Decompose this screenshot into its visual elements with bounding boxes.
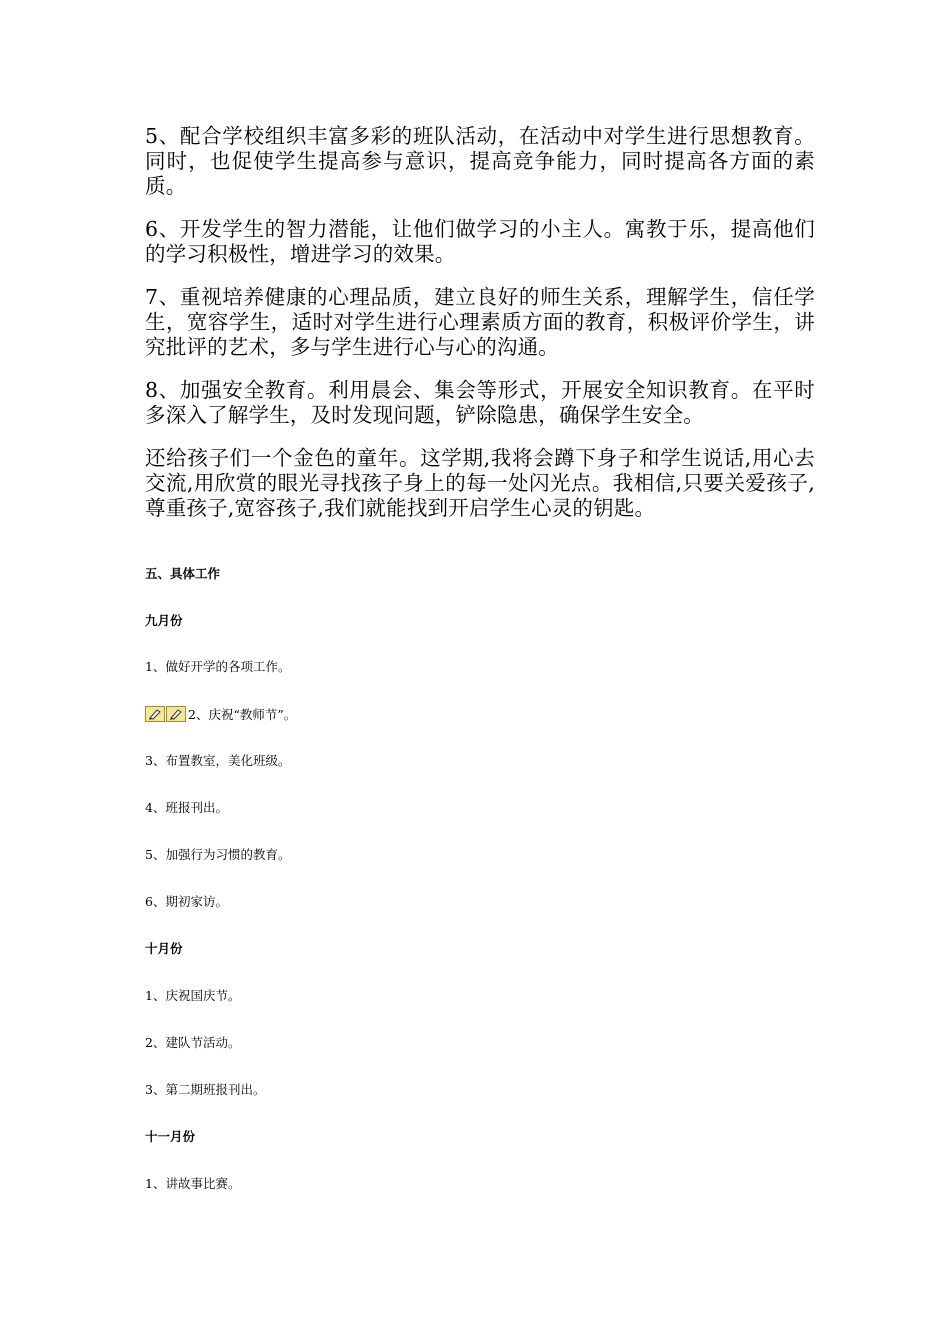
paragraph-7: 7、重视培养健康的心理品质，建立良好的师生关系，理解学生，信任学生，宽容学生，适时对学生进行心理素质方面的教育，积极评价学生，讲究批评的艺术，多与学生进行心与心的沟通。 <box>145 285 815 359</box>
pencil-icon-pair <box>145 706 187 726</box>
paragraph-8: 8、加强安全教育。利用晨会、集会等形式，开展安全知识教育。在平时多深入了解学生，及时发现问题，铲除隐患，确保学生安全。 <box>145 378 815 427</box>
list-item: 5、加强行为习惯的教育。 <box>145 847 291 862</box>
list-item: 1、讲故事比赛。 <box>145 1176 241 1191</box>
paragraph-conclusion: 还给孩子们一个金色的童年。这学期,我将会蹲下身子和学生说话,用心去交流,用欣赏的眼光寻找孩子身上的每一处闪光点。我相信,只要关爱孩子,尊重孩子,宽容孩子,我们就能找到开启学生心灵的钥匙。 <box>145 446 815 520</box>
pencil-icon <box>166 706 186 722</box>
pencil-icon <box>145 706 165 722</box>
list-item-label: 2、庆祝“教师节”。 <box>188 707 297 722</box>
list-item: 3、布置教室，美化班级。 <box>145 753 291 768</box>
document-page <box>145 124 815 539</box>
month-title-september: 九月份 <box>145 613 183 628</box>
list-item: 1、做好开学的各项工作。 <box>145 659 291 674</box>
list-item: 2、建队节活动。 <box>145 1035 241 1050</box>
list-item: 3、第二期班报刊出。 <box>145 1082 266 1097</box>
month-title-november: 十一月份 <box>145 1129 196 1144</box>
section-title: 五、具体工作 <box>145 566 221 581</box>
paragraph-5: 5、配合学校组织丰富多彩的班队活动，在活动中对学生进行思想教育。同时，也促使学生提高参与意识，提高竞争能力，同时提高各方面的素质。 <box>145 124 815 198</box>
list-item: 1、庆祝国庆节。 <box>145 988 241 1003</box>
list-item: 4、班报刊出。 <box>145 800 228 815</box>
paragraph-6: 6、开发学生的智力潜能，让他们做学习的小主人。寓教于乐，提高他们的学习积极性，增进学习的效果。 <box>145 217 815 266</box>
list-item: 6、期初家访。 <box>145 894 228 909</box>
list-item-with-icon <box>145 706 296 726</box>
month-title-october: 十月份 <box>145 941 183 956</box>
